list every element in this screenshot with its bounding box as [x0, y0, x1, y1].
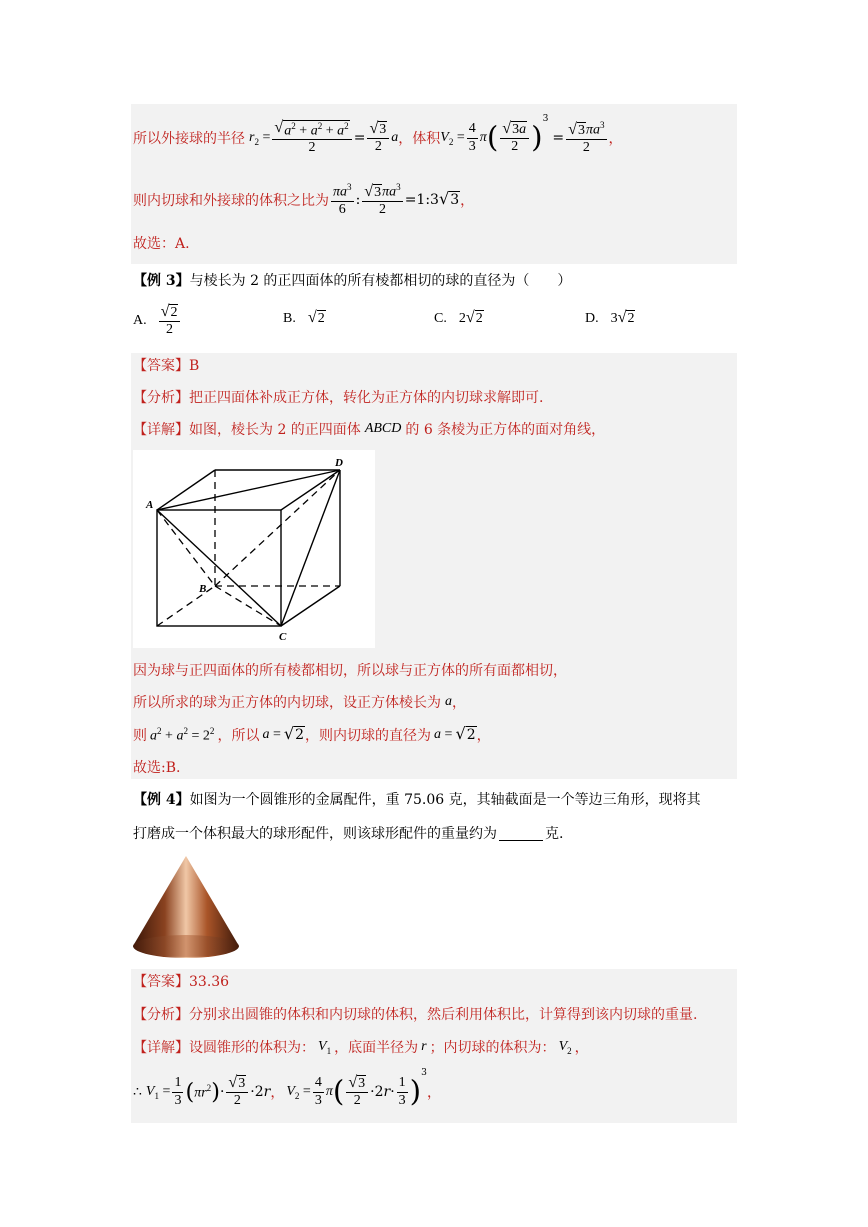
- sol2-line3: 故选：A.: [133, 236, 190, 252]
- sol2-line1-text: 所以外接球的半径: [133, 131, 245, 147]
- ex3-line-d: 故选:B.: [133, 760, 181, 776]
- answer-blank[interactable]: [499, 826, 543, 841]
- ex3-question: [133, 270, 571, 290]
- radius-fraction: √ $a^2 + a^2 + a^2$ 2: [272, 120, 351, 157]
- ex3-option-c[interactable]: C. 2 √ 2: [434, 309, 483, 326]
- ex3-option-b[interactable]: B. √ 2: [283, 309, 325, 326]
- ex4-answer: 【答案】33.36: [133, 974, 230, 990]
- ex3-line-b: 所以所求的球为正方体的内切球，设正方体棱长为 a ，: [133, 694, 466, 711]
- sol2-line2: 则内切球和外接球的体积之比为 $\frac{\pi a^3}{6}$ : √ 3 $\pi a^3$ 2 =1:3 √ 3 ，: [133, 182, 475, 217]
- ex3-line-a: 因为球与正四面体的所有棱都相切，所以球与正方体的所有面都相切，: [133, 663, 567, 679]
- ex3-line-c: 则 $a^2 + a^2 = 2^2$ ，所以 a = √ 2 ，则内切球的直径为 a = √ 2 ，: [133, 724, 491, 744]
- sol2-line1-mid: ，体积: [398, 131, 441, 147]
- sol2-line2-text: 则内切球和外接球的体积之比为: [133, 193, 329, 209]
- cone-figure: [131, 852, 241, 962]
- ex3-analysis: 【分析】把正四面体补成正方体，转化为正方体的内切球求解即可.: [133, 390, 544, 406]
- ex4-question-line1: 【例 4】 如图为一个圆锥形的金属配件，重 75.06 克，其轴截面是一个等边三角形，现将其: [133, 789, 701, 809]
- figure-label-d: D: [335, 457, 343, 469]
- ex4-formula: ∴ $V_1$ = $\frac{1}{3}$ ( $\pi r^2$ ) · √ 3 2 ·2r ， $V_2$ = $\frac{4}{3}$ π ( √ 3 2 ·2r· $\frac{1}{3}$ ) $^3$ ，: [133, 1068, 441, 1109]
- ex3-option-a[interactable]: A. √ 2 2: [133, 300, 182, 342]
- cube-tetrahedron-figure: [133, 450, 375, 648]
- ex4-tag: 【例 4】: [133, 792, 190, 808]
- ex4-question-line2: 打磨成一个体积最大的球形配件，则该球形配件的重量约为 克.: [133, 826, 564, 842]
- figure-label-c: C: [279, 631, 287, 643]
- ex3-detail: 【详解】如图，棱长为 2 的正四面体 ABCD 的 6 条棱为正方体的面对角线，: [133, 421, 606, 438]
- ex3-answer: 【答案】B: [133, 358, 200, 374]
- sol2-line2-result: =1:3: [404, 192, 439, 208]
- figure-label-b: B: [199, 583, 207, 595]
- ex3-option-d[interactable]: D. 3 √ 2: [585, 309, 635, 326]
- figure-label-a: A: [146, 499, 154, 511]
- ex4-detail: 【详解】设圆锥形的体积为： $V_1$ ，底面半径为 r ；内切球的体积为： $V_2$ ，: [133, 1038, 589, 1056]
- ex4-analysis: 【分析】分别求出圆锥的体积和内切球的体积，然后利用体积比，计算得到该内切球的重量.: [133, 1007, 698, 1023]
- sol2-line1: 所以外接球的半径 $r_2$ = √ $a^2 + a^2 + a^2$ 2 = √ 3 2 a ，体积 $V_2$ = $\frac{4}{3}$ π ( √ 3a 2 ) $^3$ = √ 3 $\pi a^3$ 2 ，: [133, 114, 623, 156]
- ex3-question-text: 与棱长为 2 的正四面体的所有棱都相切的球的直径为（ ）: [189, 273, 572, 289]
- ex3-tag: 【例 3】: [133, 273, 190, 289]
